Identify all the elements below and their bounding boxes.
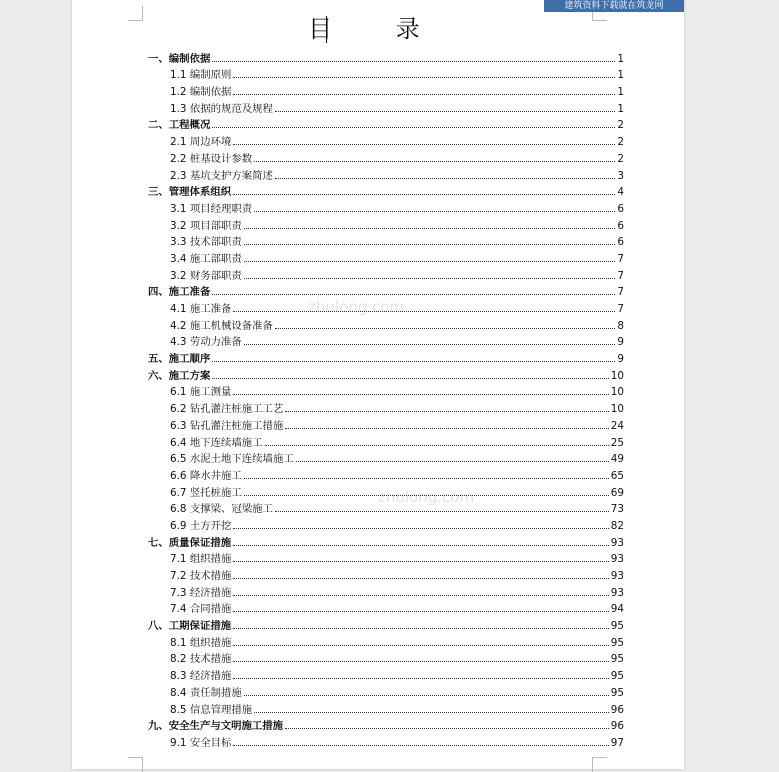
table-of-contents (148, 48, 624, 749)
toc-entry-label: 6.7 竖托桩施工 (170, 486, 242, 499)
toc-leader-dots (233, 144, 615, 145)
toc-entry-label: 6.2 钻孔灌注桩施工工艺 (170, 403, 284, 416)
toc-entry[interactable] (148, 599, 624, 616)
toc-page-number: 9 (617, 353, 624, 366)
toc-entry[interactable] (148, 482, 624, 499)
toc-entry[interactable] (148, 265, 624, 282)
toc-page-number: 94 (610, 603, 624, 616)
toc-leader-dots (233, 611, 608, 612)
toc-leader-dots (275, 178, 615, 179)
toc-leader-dots (212, 361, 615, 362)
toc-leader-dots (233, 628, 609, 629)
toc-entry-label: 3.4 施工部职责 (170, 252, 242, 265)
toc-entry[interactable] (148, 716, 624, 733)
toc-leader-dots (244, 278, 616, 279)
toc-page-number: 2 (617, 136, 624, 149)
toc-leader-dots (244, 695, 609, 696)
toc-leader-dots (244, 244, 616, 245)
toc-leader-dots (233, 595, 608, 596)
toc-leader-dots (275, 328, 615, 329)
toc-page-number: 6 (617, 219, 624, 232)
toc-page-number: 95 (610, 653, 624, 666)
toc-entry[interactable] (148, 365, 624, 382)
toc-entry[interactable] (148, 48, 624, 65)
toc-page-number: 96 (610, 703, 624, 716)
toc-entry-label: 一、编制依据 (148, 52, 211, 65)
toc-entry[interactable] (148, 615, 624, 632)
toc-leader-dots (233, 77, 615, 78)
toc-page-number: 4 (617, 186, 624, 199)
toc-leader-dots (244, 261, 616, 262)
toc-leader-dots (212, 61, 615, 62)
toc-page-number: 82 (610, 519, 624, 532)
margin-corner-bottom-right (592, 757, 607, 772)
toc-page-number: 93 (610, 586, 624, 599)
toc-entry[interactable] (148, 415, 624, 432)
toc-entry[interactable] (148, 515, 624, 532)
toc-page-number: 95 (610, 670, 624, 683)
toc-entry-label: 6.1 施工测量 (170, 386, 232, 399)
toc-page-number: 49 (610, 453, 624, 466)
toc-entry-label: 8.4 责任制措施 (170, 686, 242, 699)
toc-entry[interactable] (148, 215, 624, 232)
toc-page-number: 93 (610, 536, 624, 549)
toc-page-number: 25 (610, 436, 624, 449)
toc-leader-dots (233, 194, 615, 195)
toc-page-number: 93 (610, 553, 624, 566)
toc-page-number: 97 (610, 736, 624, 749)
toc-leader-dots (212, 378, 608, 379)
toc-entry-label: 六、施工方案 (148, 369, 211, 382)
toc-entry[interactable] (148, 332, 624, 349)
toc-page-number: 73 (610, 503, 624, 516)
toc-entry-label: 4.3 劳动力准备 (170, 336, 242, 349)
toc-entry-label: 7.2 技术措施 (170, 570, 232, 582)
toc-entry-label: 2.1 周边环境 (170, 136, 232, 149)
toc-page-number: 6 (617, 236, 624, 249)
toc-entry[interactable] (148, 182, 624, 199)
toc-entry-label: 三、管理体系组织 (148, 186, 232, 199)
toc-entry[interactable] (148, 298, 624, 315)
toc-entry-label: 1.1 编制原则 (170, 69, 232, 82)
toc-entry-label: 八、工期保证措施 (148, 620, 232, 633)
toc-leader-dots (285, 428, 608, 429)
toc-leader-dots (244, 495, 609, 496)
toc-entry[interactable] (148, 699, 624, 716)
toc-entry[interactable] (148, 165, 624, 182)
toc-leader-dots (275, 511, 609, 512)
toc-entry-label: 6.3 钻孔灌注桩施工措施 (170, 419, 284, 432)
toc-entry-label: 8.2 技术措施 (170, 653, 232, 666)
toc-page-number: 3 (617, 169, 624, 182)
toc-entry-label: 九、安全生产与文明施工措施 (148, 720, 284, 733)
toc-page-number: 9 (617, 336, 624, 349)
toc-leader-dots (233, 745, 608, 746)
toc-entry-label: 3.3 技术部职责 (170, 236, 242, 249)
toc-entry[interactable] (148, 465, 624, 482)
toc-entry[interactable] (148, 98, 624, 115)
toc-leader-dots (233, 311, 615, 312)
toc-leader-dots (233, 578, 608, 579)
toc-leader-dots (233, 661, 608, 662)
toc-entry-label: 9.1 安全目标 (170, 736, 232, 749)
toc-entry[interactable] (148, 732, 624, 749)
toc-leader-dots (296, 461, 609, 462)
toc-page-number: 95 (610, 636, 624, 649)
toc-leader-dots (244, 344, 616, 345)
toc-page-number: 69 (610, 486, 624, 499)
page-title: 目 录 (308, 15, 448, 43)
toc-entry[interactable] (148, 348, 624, 365)
toc-entry[interactable] (148, 131, 624, 148)
toc-leader-dots (233, 94, 615, 95)
toc-entry-label: 8.1 组织措施 (170, 636, 232, 649)
margin-corner-bottom-left (128, 757, 143, 772)
toc-page-number: 10 (610, 386, 624, 399)
toc-entry[interactable] (148, 232, 624, 249)
toc-leader-dots (233, 561, 608, 562)
toc-page-number: 1 (617, 86, 624, 99)
toc-page-number: 93 (610, 570, 624, 582)
toc-entry[interactable] (148, 449, 624, 466)
toc-entry-label: 7.4 合同措施 (170, 603, 232, 616)
toc-leader-dots (233, 528, 608, 529)
toc-page-number: 10 (610, 403, 624, 416)
toc-leader-dots (233, 678, 608, 679)
toc-page-number: 2 (617, 119, 624, 132)
toc-entry-label: 1.3 依据的规范及规程 (170, 102, 273, 115)
toc-entry-label: 6.9 土方开挖 (170, 519, 232, 532)
toc-page-number: 7 (617, 286, 624, 299)
toc-page-number: 1 (617, 52, 624, 65)
toc-entry[interactable] (148, 65, 624, 82)
toc-entry-label: 6.4 地下连续墙施工 (170, 436, 263, 449)
toc-entry-label: 二、工程概况 (148, 119, 211, 132)
toc-entry[interactable] (148, 582, 624, 599)
toc-page-number: 7 (617, 252, 624, 265)
toc-page-number: 65 (610, 469, 624, 482)
toc-entry[interactable] (148, 398, 624, 415)
toc-entry-label: 四、施工准备 (148, 286, 211, 299)
toc-entry-label: 4.2 施工机械设备准备 (170, 319, 273, 332)
toc-leader-dots (254, 211, 615, 212)
toc-entry[interactable] (148, 549, 624, 566)
toc-entry[interactable] (148, 115, 624, 132)
toc-page-number: 96 (610, 720, 624, 733)
toc-entry-label: 七、质量保证措施 (148, 536, 232, 549)
toc-leader-dots (254, 161, 615, 162)
toc-entry-label: 1.2 编制依据 (170, 86, 232, 99)
source-banner[interactable]: 建筑资料下载就在筑龙网 (544, 0, 684, 12)
toc-leader-dots (285, 728, 609, 729)
toc-leader-dots (212, 127, 615, 128)
toc-entry-label: 2.3 基坑支护方案简述 (170, 169, 273, 182)
toc-page-number: 95 (610, 620, 624, 633)
toc-leader-dots (285, 411, 608, 412)
toc-page-number: 6 (617, 202, 624, 215)
toc-entry-label: 3.1 项目经理职责 (170, 202, 253, 215)
toc-page-number: 1 (617, 102, 624, 115)
toc-entry[interactable] (148, 565, 624, 582)
toc-entry[interactable] (148, 432, 624, 449)
toc-leader-dots (212, 294, 615, 295)
toc-entry-label: 3.2 项目部职责 (170, 219, 242, 232)
toc-entry[interactable] (148, 248, 624, 265)
toc-leader-dots (233, 545, 609, 546)
toc-entry-label: 8.5 信息管理措施 (170, 703, 253, 716)
toc-entry[interactable] (148, 532, 624, 549)
document-page (72, 0, 684, 769)
toc-entry[interactable] (148, 682, 624, 699)
toc-leader-dots (244, 478, 609, 479)
toc-entry[interactable] (148, 315, 624, 332)
toc-entry-label: 8.3 经济措施 (170, 670, 232, 683)
toc-entry-label: 7.1 组织措施 (170, 553, 232, 566)
toc-entry[interactable] (148, 282, 624, 299)
toc-page-number: 95 (610, 686, 624, 699)
toc-entry-label: 6.5 水泥土地下连续墙施工 (170, 453, 294, 466)
toc-leader-dots (254, 712, 609, 713)
toc-entry[interactable] (148, 632, 624, 649)
toc-leader-dots (265, 445, 609, 446)
toc-page-number: 1 (617, 69, 624, 82)
toc-leader-dots (233, 394, 608, 395)
toc-entry-label: 6.6 降水井施工 (170, 469, 242, 482)
toc-leader-dots (244, 228, 616, 229)
toc-entry[interactable] (148, 81, 624, 98)
toc-entry-label: 4.1 施工准备 (170, 303, 232, 315)
toc-page-number: 10 (610, 369, 624, 382)
toc-entry[interactable] (148, 148, 624, 165)
toc-entry-label: 2.2 桩基设计参数 (170, 152, 253, 165)
toc-entry-label: 3.2 财务部职责 (170, 269, 242, 282)
toc-entry[interactable] (148, 665, 624, 682)
watermark: zhulong.com (308, 298, 405, 316)
watermark: zhulong.com (378, 488, 475, 506)
toc-page-number: 7 (617, 269, 624, 282)
toc-entry-label: 6.8 支撑梁、冠梁施工 (170, 503, 273, 516)
toc-entry[interactable] (148, 198, 624, 215)
toc-leader-dots (233, 645, 608, 646)
toc-entry-label: 7.3 经济措施 (170, 586, 232, 599)
toc-entry[interactable] (148, 499, 624, 516)
toc-entry[interactable] (148, 649, 624, 666)
toc-entry[interactable] (148, 382, 624, 399)
toc-page-number: 24 (610, 419, 624, 432)
toc-leader-dots (275, 111, 615, 112)
toc-entry-label: 五、施工顺序 (148, 353, 211, 366)
toc-page-number: 8 (617, 319, 624, 332)
toc-page-number: 7 (617, 303, 624, 315)
toc-page-number: 2 (617, 152, 624, 165)
